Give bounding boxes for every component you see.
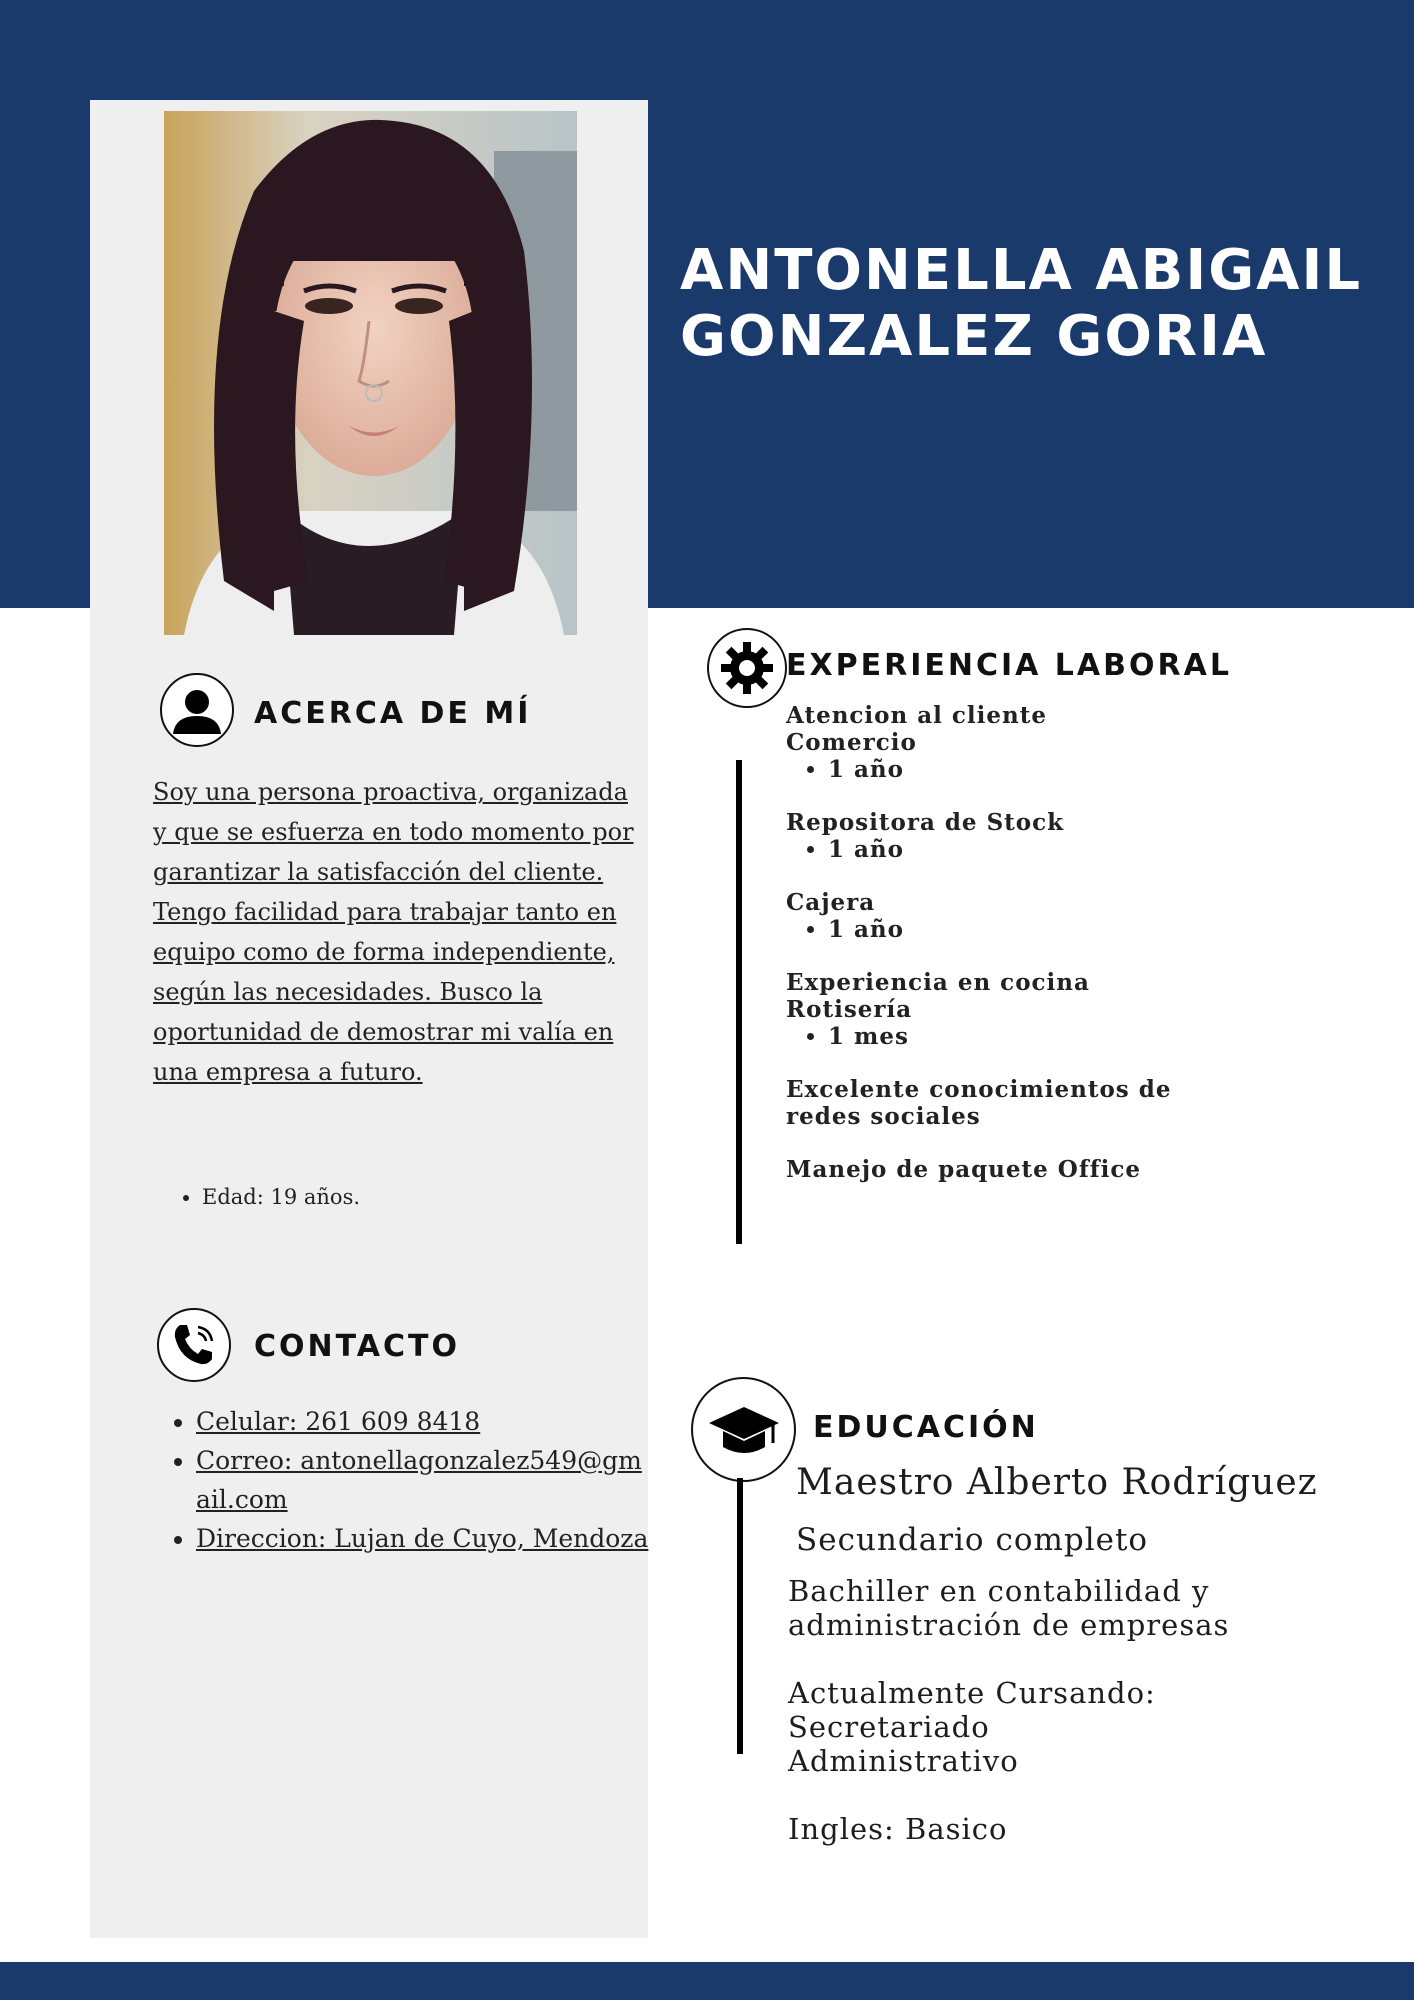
experience-heading: EXPERIENCIA LABORAL [786, 648, 1232, 683]
education-details [788, 1574, 1288, 1880]
experience-title: Cajera [786, 889, 876, 916]
experience-item [786, 1076, 1346, 1130]
experience-item [786, 1156, 1346, 1183]
gear-icon [707, 628, 787, 708]
age-list [162, 1182, 360, 1212]
experience-title: Atencion al cliente Comercio [786, 702, 1047, 756]
contact-email: • Correo: antonellagonzalez549@gmail.com [196, 1441, 656, 1519]
age-item: • Edad: 19 años. [202, 1182, 360, 1212]
contact-list [156, 1402, 656, 1558]
contact-address: • Direccion: Lujan de Cuyo, Mendoza [196, 1519, 656, 1558]
contact-phone: • Celular: 261 609 8418 [196, 1402, 656, 1441]
education-school: Maestro Alberto Rodríguez [796, 1462, 1318, 1503]
footer-band [0, 1962, 1414, 2000]
education-current: Actualmente Cursando: Secretariado Administrativo [788, 1676, 1156, 1778]
experience-detail: • 1 año [828, 836, 1346, 863]
about-text: Soy una persona proactiva, organizada y que se esfuerza en todo momento por garantizar la satisfacción del cliente. Tengo facilidad para trabajar tanto en equipo como de forma independiente, según las necesidades. Busco la oportunidad de demostrar mi valía en una empresa a futuro. [153, 778, 634, 1086]
experience-detail: • 1 año [828, 916, 1346, 943]
person-icon [160, 673, 234, 747]
name-line-2: GONZALEZ GORIA [680, 304, 1268, 369]
experience-list [786, 702, 1346, 1209]
experience-timeline [736, 760, 742, 1244]
graduation-cap-icon [691, 1377, 796, 1482]
experience-title: Excelente conocimientos de redes sociales [786, 1076, 1172, 1130]
experience-title: Experiencia en cocina Rotisería [786, 969, 1090, 1023]
education-heading: EDUCACIÓN [813, 1410, 1039, 1445]
experience-detail: • 1 año [828, 756, 1346, 783]
experience-item [786, 969, 1346, 1050]
profile-photo [164, 111, 577, 635]
full-name [680, 238, 1400, 370]
experience-item [786, 889, 1346, 943]
experience-title: Repositora de Stock [786, 809, 1065, 836]
education-english: Ingles: Basico [788, 1812, 1008, 1846]
education-timeline [737, 1478, 743, 1754]
about-heading: ACERCA DE MÍ [254, 696, 532, 731]
experience-item [786, 702, 1346, 783]
experience-title: Manejo de paquete Office [786, 1156, 1141, 1183]
phone-icon [157, 1308, 231, 1382]
experience-item [786, 809, 1346, 863]
education-degree: Bachiller en contabilidad y administración de empresas [788, 1574, 1230, 1642]
education-level: Secundario completo [796, 1522, 1149, 1558]
name-line-1: ANTONELLA ABIGAIL [680, 238, 1363, 303]
experience-detail: • 1 mes [828, 1023, 1346, 1050]
contact-heading: CONTACTO [254, 1329, 460, 1364]
